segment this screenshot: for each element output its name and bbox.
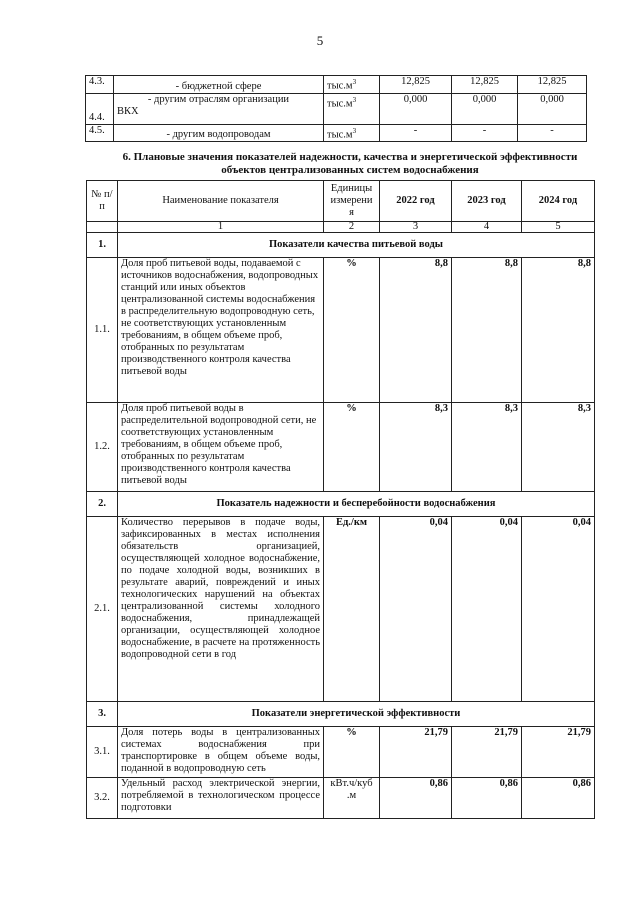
row-value-2024: 0,04 (522, 517, 595, 702)
row-num: 1.1. (87, 258, 118, 403)
header-year-2024: 2024 год (522, 181, 595, 222)
row-num: 4.5. (86, 124, 114, 142)
row-num: 3.2. (87, 778, 118, 819)
table-row (87, 778, 595, 819)
row-name: Доля проб питьевой воды, подаваемой с источников водоснабжения, водопроводных станций или иных объектов централизованной системы водоснабжения в распределительную водопроводную сеть, не соответствующих установленным требованиям, в общем объеме проб, отобранных по результатам производственного контроля качества питьевой воды (118, 258, 324, 403)
row-unit: $тыс.м^3$ (324, 76, 380, 94)
table-row (86, 93, 587, 124)
table-row (87, 517, 595, 702)
row-num: 4.3. (86, 76, 114, 94)
row-value-2024: 0,86 (522, 778, 595, 819)
section-num: 3. (87, 702, 118, 727)
table-row (86, 124, 587, 142)
table-row (86, 76, 587, 94)
row-value-2024: 8,3 (522, 403, 595, 492)
row-value-2022: 21,79 (380, 727, 452, 778)
section-row (87, 233, 595, 258)
column-index: 2 (324, 222, 380, 233)
row-value-2023: 8,8 (452, 258, 522, 403)
column-index: 1 (118, 222, 324, 233)
row-value-2023: 12,825 (452, 76, 518, 94)
row-unit: $тыс.м^3$ (324, 93, 380, 124)
row-unit: % (324, 258, 380, 403)
row-value-2022: 12,825 (380, 76, 452, 94)
row-value-2022: 0,86 (380, 778, 452, 819)
header-unit: Единицы измерени я (324, 181, 380, 222)
row-value-2024: 8,8 (522, 258, 595, 403)
table-header-row (87, 181, 595, 222)
row-value-2022: 8,3 (380, 403, 452, 492)
row-name: Количество перерывов в подаче воды, зафиксированных в местах исполнения обязательств организацией, осуществляющей холодное водоснабжение, по подаче холодной воды, возникших в результате аварий, повреждений и иных технологических нарушений на объектах централизованной системы холодного водоснабжения, принадлежащей организации, осуществляющей холодное водоснабжение, в расчете на протяженность водопроводной сети в год (118, 517, 324, 702)
section-num: 1. (87, 233, 118, 258)
section-row (87, 492, 595, 517)
column-index: 5 (522, 222, 595, 233)
row-num: 2.1. (87, 517, 118, 702)
row-value-2022: 0,04 (380, 517, 452, 702)
row-name: - бюджетной сфере (114, 76, 324, 94)
column-index: 4 (452, 222, 522, 233)
section-title: 6. Плановые значения показателей надежности, качества и энергетической эффективности объектов централизованных систем водоснабжения (122, 151, 578, 176)
row-value-2022: 8,8 (380, 258, 452, 403)
header-num: № п/п (87, 181, 118, 222)
row-value-2023: 21,79 (452, 727, 522, 778)
section-num: 2. (87, 492, 118, 517)
header-name: Наименование показателя (118, 181, 324, 222)
row-value-2024: - (518, 124, 587, 142)
row-value-2024: 12,825 (518, 76, 587, 94)
indicators-table (86, 180, 595, 819)
page-number: 5 (316, 33, 324, 48)
row-unit: Ед./км (324, 517, 380, 702)
row-value-2023: - (452, 124, 518, 142)
page-bottom-margin (0, 826, 640, 905)
row-value-2023: 8,3 (452, 403, 522, 492)
row-value-2023: 0,000 (452, 93, 518, 124)
table-row (87, 727, 595, 778)
row-num: 1.2. (87, 403, 118, 492)
row-unit: $тыс.м^3$ (324, 124, 380, 142)
row-name: - другим отраслям организации ВКХ (114, 93, 324, 124)
header-year-2023: 2023 год (452, 181, 522, 222)
row-name: Доля проб питьевой воды в распределительной водопроводной сети, не соответствующих установленным требованиям, в общем объеме проб, отобранных по результатам производственного контроля качества питьевой воды (118, 403, 324, 492)
table-row (87, 403, 595, 492)
row-value-2022: 0,000 (380, 93, 452, 124)
row-name: Удельный расход электрической энергии, потребляемой в технологическом процессе подготовки (118, 778, 324, 819)
section-heading: Показатели энергетической эффективности (118, 702, 595, 727)
row-value-2022: - (380, 124, 452, 142)
row-unit: % (324, 403, 380, 492)
row-num: 4.4. (86, 93, 114, 124)
section-heading: Показатель надежности и бесперебойности водоснабжения (118, 492, 595, 517)
row-value-2023: 0,86 (452, 778, 522, 819)
table-row (87, 258, 595, 403)
column-index: 3 (380, 222, 452, 233)
top-table (85, 75, 587, 142)
row-name: - другим водопроводам (114, 124, 324, 142)
row-value-2024: 21,79 (522, 727, 595, 778)
row-unit: % (324, 727, 380, 778)
row-value-2023: 0,04 (452, 517, 522, 702)
section-row (87, 702, 595, 727)
column-index-row (87, 222, 595, 233)
section-heading: Показатели качества питьевой воды (118, 233, 595, 258)
header-year-2022: 2022 год (380, 181, 452, 222)
row-unit: кВт.ч/куб .м (324, 778, 380, 819)
row-num: 3.1. (87, 727, 118, 778)
row-value-2024: 0,000 (518, 93, 587, 124)
row-name: Доля потерь воды в централизованных системах водоснабжения при транспортировке в общем объеме воды, поданной в водопроводную сеть (118, 727, 324, 778)
